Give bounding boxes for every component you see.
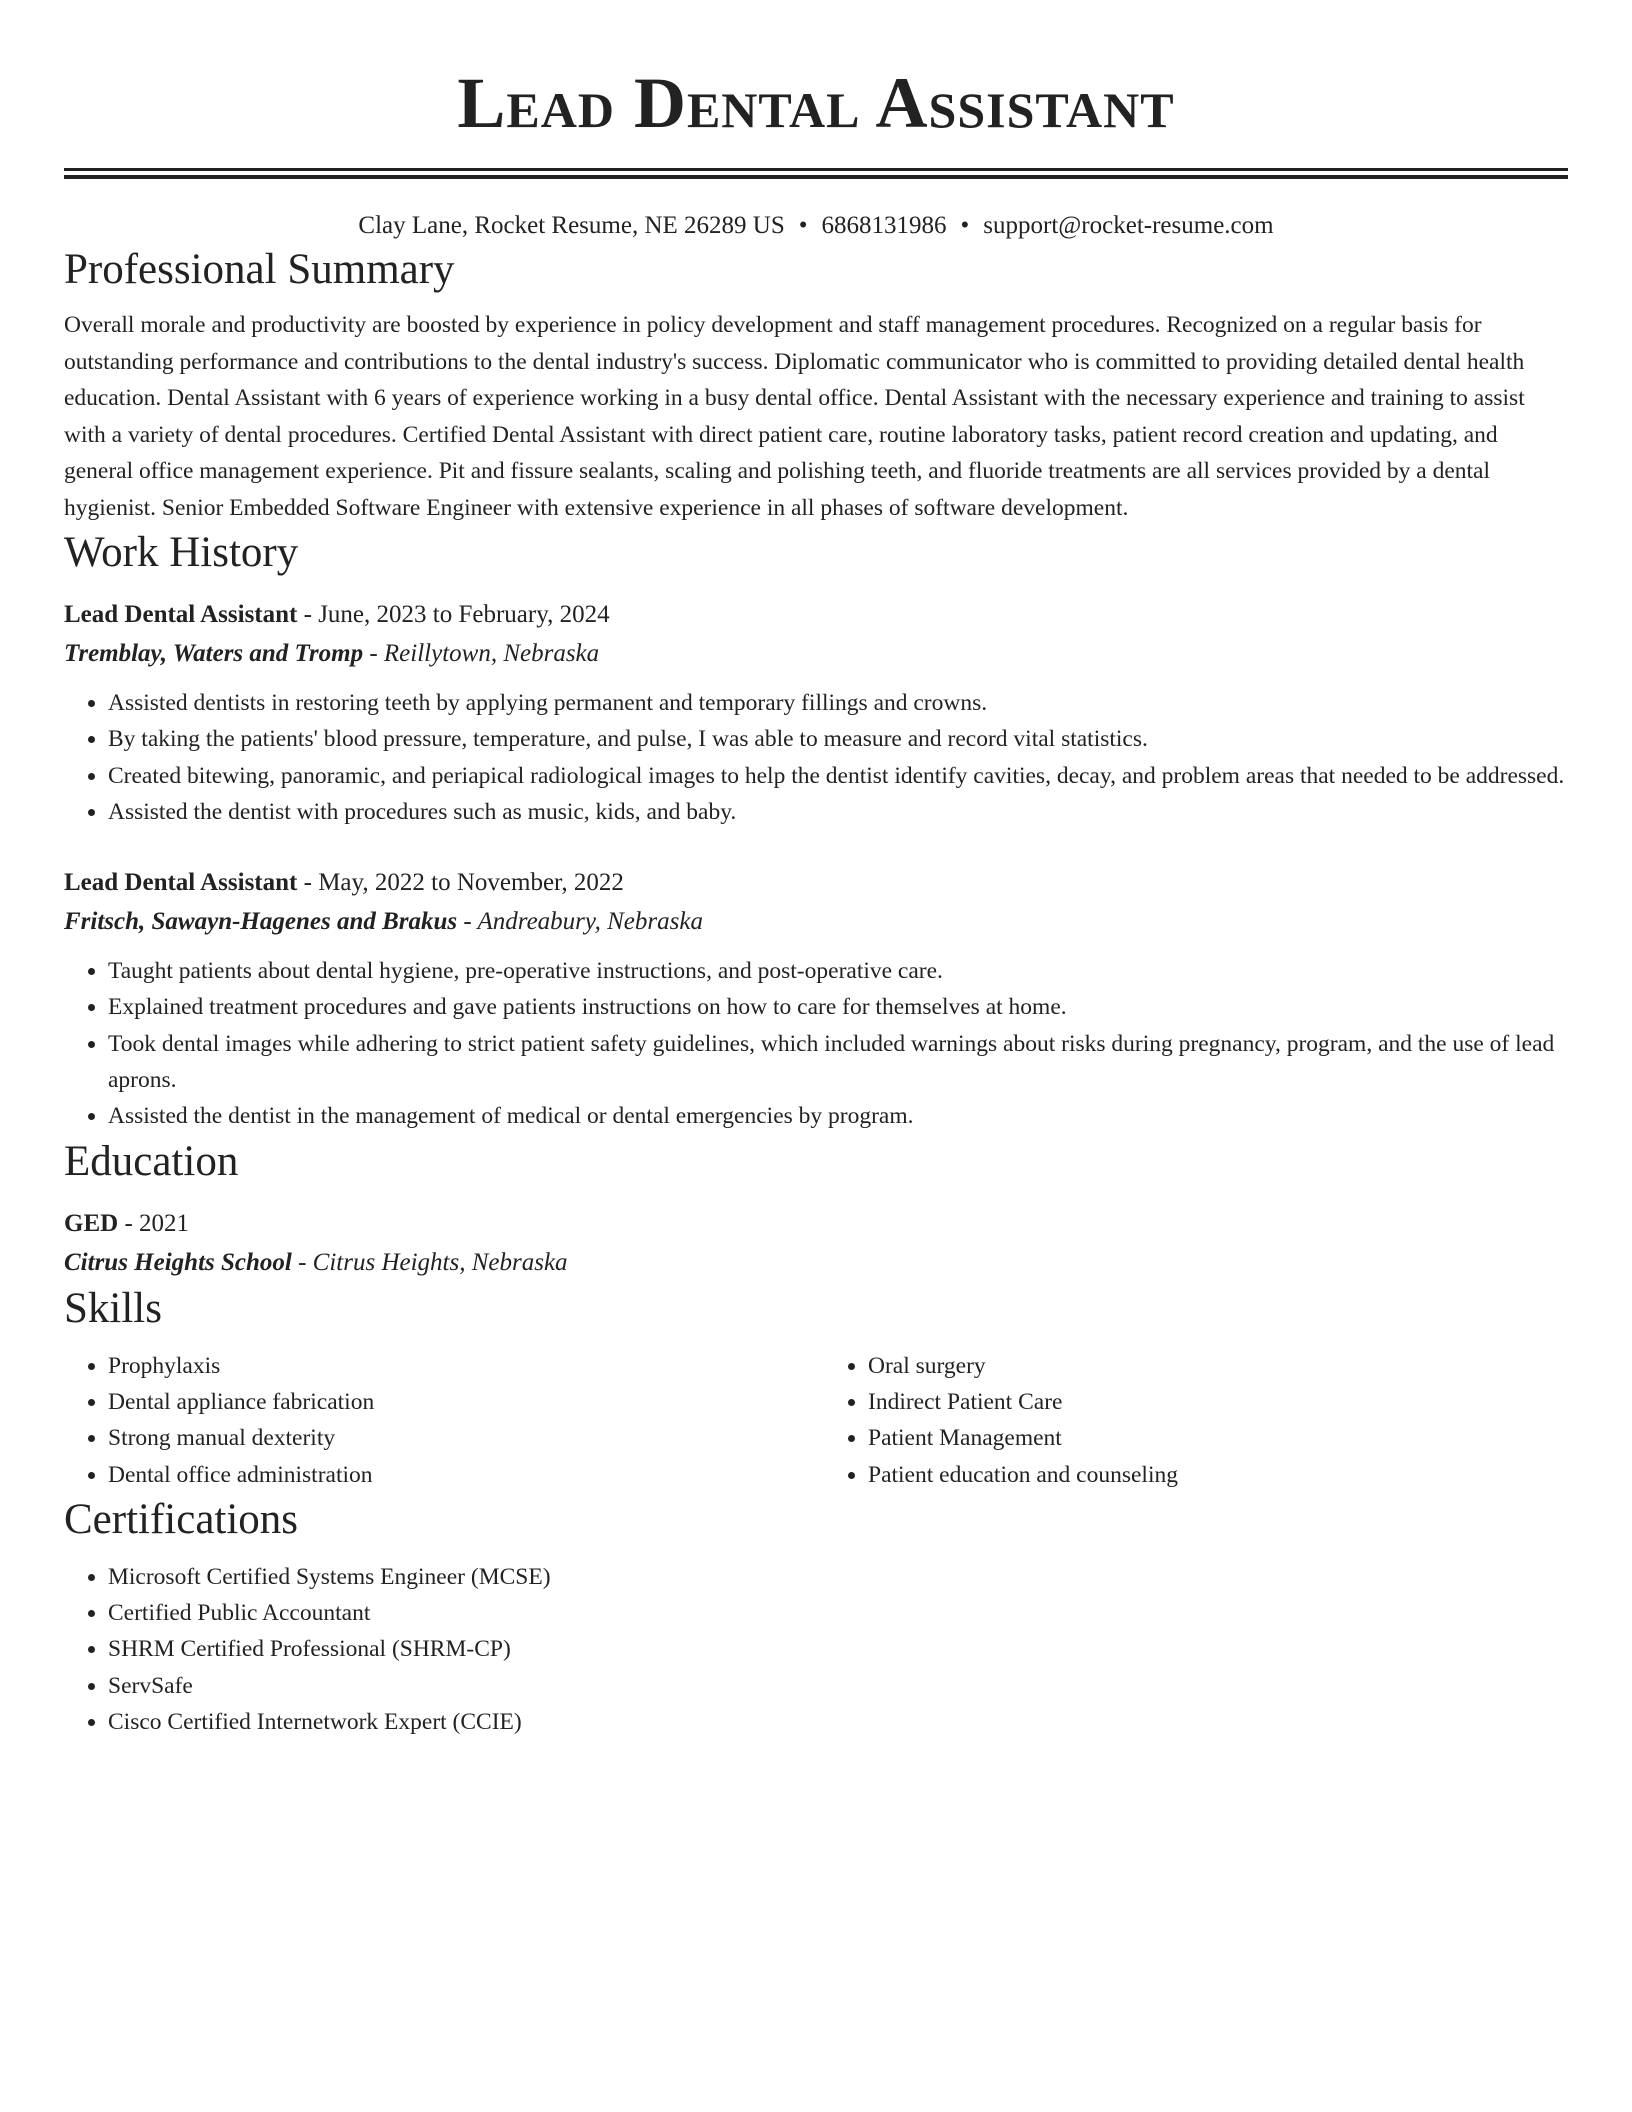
- resume-title: Lead Dental Assistant: [457, 63, 1175, 143]
- list-item: • Assisted the dentist with procedures such as music, kids, and baby.: [108, 794, 1568, 830]
- employer-line: [64, 902, 1568, 941]
- list-item: • Taught patients about dental hygiene, pre-operative instructions, and post-operative care.: [108, 953, 1568, 989]
- summary-text: Overall morale and productivity are boosted by experience in policy development and staff management procedures. Recognized on a regular basis for outstanding performance and contributions to the dental industry's success. Diplomatic communicator who is committed to providing detailed dental health education. Dental Assistant with 6 years of experience working in a busy dental office. Dental Assistant with the necessary experience and training to assist with a variety of dental procedures. Certified Dental Assistant with direct patient care, routine laboratory tasks, patient record creation and updating, and general office management experience. Pit and fissure sealants, scaling and polishing teeth, and fluoride treatments are all services provided by a dental hygienist. Senior Embedded Software Engineer with extensive experience in all phases of software development.: [64, 312, 1525, 521]
- contact-email: support@rocket-resume.com: [983, 212, 1274, 239]
- employer-name: Fritsch, Sawayn-Hagenes and Brakus: [64, 908, 458, 936]
- employer-name: Tremblay, Waters and Tromp: [64, 640, 364, 667]
- list-item: • Assisted dentists in restoring teeth by applying permanent and temporary fillings and crowns.: [108, 685, 1568, 721]
- education-entry: [64, 1205, 1568, 1282]
- degree-name: GED: [64, 1209, 119, 1237]
- school-location: - Citrus Heights, Nebraska: [291, 1248, 568, 1276]
- list-item: • Certified Public Accountant: [108, 1595, 1568, 1631]
- degree-year: - 2021: [118, 1209, 190, 1237]
- list-item: • Created bitewing, panoramic, and periapical radiological images to help the dentist identify cavities, decay, and problem areas that needed to be addressed.: [108, 758, 1568, 794]
- job-title-line: [64, 596, 1568, 634]
- job-entry: [64, 596, 1568, 830]
- title-divider: [64, 168, 1568, 179]
- skills-list-right: [806, 1348, 1568, 1493]
- list-item: • Explained treatment procedures and gave patients instructions on how to care for themselves at home.: [108, 989, 1568, 1025]
- contact-separator: •: [798, 212, 808, 239]
- list-item: • Patient Management: [868, 1420, 1568, 1456]
- list-item: • Microsoft Certified Systems Engineer (MCSE): [108, 1559, 1568, 1595]
- job-dates: - May, 2022 to November, 2022: [297, 869, 624, 897]
- certifications-heading: Certifications: [64, 1495, 299, 1543]
- contact-separator: •: [960, 212, 970, 239]
- list-item: • Took dental images while adhering to strict patient safety guidelines, which included warnings about risks during pregnancy, program, and the use of lead aprons.: [108, 1026, 1568, 1099]
- list-item: • Assisted the dentist in the management of medical or dental emergencies by program.: [108, 1098, 1568, 1134]
- list-item: • Prophylaxis: [108, 1348, 806, 1384]
- list-item: • Strong manual dexterity: [108, 1420, 806, 1456]
- skills-heading: Skills: [64, 1284, 162, 1332]
- skills-list-left: [64, 1348, 806, 1493]
- job-entry: [64, 864, 1568, 1134]
- list-item: • Indirect Patient Care: [868, 1384, 1568, 1420]
- list-item: • Patient education and counseling: [868, 1457, 1568, 1493]
- job-title: Lead Dental Assistant: [64, 601, 298, 628]
- job-title-line: [64, 864, 1568, 902]
- job-duties-list: [64, 953, 1568, 1134]
- certifications-list: [64, 1559, 1568, 1740]
- job-title: Lead Dental Assistant: [64, 869, 298, 897]
- skills-grid: [64, 1348, 1568, 1493]
- job-duties-list: [64, 685, 1568, 830]
- work-history-heading: Work History: [64, 529, 299, 576]
- school-name: Citrus Heights School: [64, 1248, 292, 1276]
- list-item: • Dental appliance fabrication: [108, 1384, 806, 1420]
- resume-page: [64, 0, 1568, 1740]
- employer-line: [64, 634, 1568, 673]
- employer-location: - Reillytown, Nebraska: [363, 640, 600, 667]
- list-item: • Dental office administration: [108, 1457, 806, 1493]
- contact-line: [64, 209, 1568, 243]
- list-item: • ServSafe: [108, 1668, 1568, 1704]
- education-heading: Education: [64, 1137, 239, 1185]
- list-item: • By taking the patients' blood pressure, temperature, and pulse, I was able to measure and record vital statistics.: [108, 721, 1568, 757]
- contact-address: Clay Lane, Rocket Resume, NE 26289 US: [358, 212, 785, 239]
- summary-heading: Professional Summary: [64, 246, 455, 293]
- list-item: • Cisco Certified Internetwork Expert (CCIE): [108, 1704, 1568, 1740]
- job-dates: - June, 2023 to February, 2024: [297, 601, 610, 628]
- contact-phone: 6868131986: [821, 212, 947, 239]
- employer-location: - Andreabury, Nebraska: [457, 908, 703, 936]
- school-line: [64, 1243, 1568, 1282]
- list-item: • SHRM Certified Professional (SHRM-CP): [108, 1631, 1568, 1667]
- list-item: • Oral surgery: [868, 1348, 1568, 1384]
- degree-line: [64, 1205, 1568, 1243]
